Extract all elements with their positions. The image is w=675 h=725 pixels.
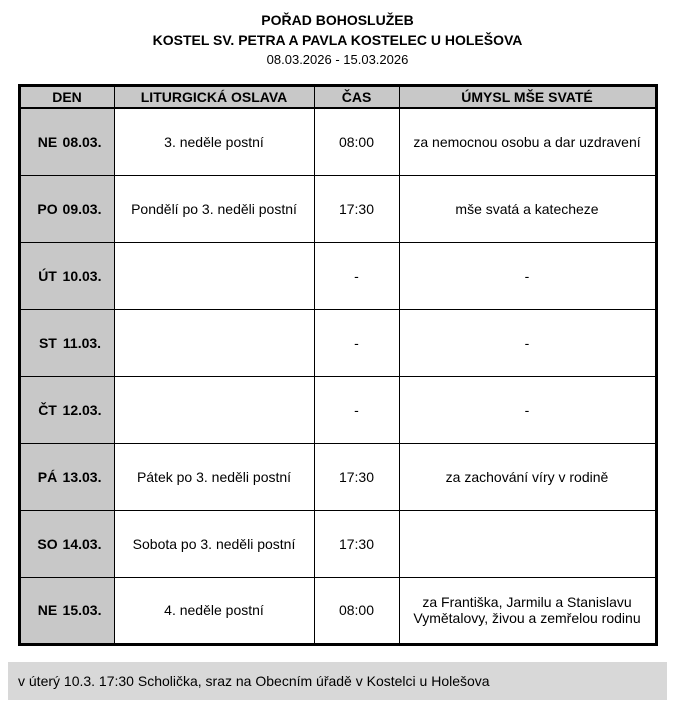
day-cell	[19, 309, 114, 376]
day-abbrev: NE	[37, 602, 58, 618]
intention-cell: za zachování víry v rodině	[399, 443, 656, 510]
column-header-umysl: ÚMYSL MŠE SVATÉ	[399, 86, 656, 109]
time-cell: -	[314, 242, 399, 309]
day-cell	[19, 175, 114, 242]
time-cell: -	[314, 309, 399, 376]
table-row	[19, 376, 656, 443]
table-row	[19, 108, 656, 175]
schedule-table	[18, 84, 658, 646]
time-cell: 17:30	[314, 175, 399, 242]
table-row	[19, 242, 656, 309]
day-cell	[19, 510, 114, 577]
document-header	[0, 0, 675, 70]
date-range: 08.03.2026 - 15.03.2026	[266, 52, 409, 67]
intention-cell	[399, 510, 656, 577]
day-date: 14.03.	[62, 535, 102, 552]
page-title: POŘAD BOHOSLUŽEB	[261, 12, 414, 28]
table-row	[19, 577, 656, 644]
day-cell	[19, 242, 114, 309]
day-date: 08.03.	[62, 133, 102, 150]
celebration-cell	[114, 309, 314, 376]
time-cell: -	[314, 376, 399, 443]
day-abbrev: ÚT	[38, 267, 57, 284]
time-cell: 08:00	[314, 577, 399, 644]
announcement-text: v úterý 10.3. 17:30 Scholička, sraz na Obecním úřadě v Kostelci u Holešova	[18, 672, 490, 689]
table-row	[19, 443, 656, 510]
table-row	[19, 309, 656, 376]
day-abbrev: PO	[37, 200, 58, 217]
day-cell	[19, 443, 114, 510]
day-abbrev: ST	[38, 334, 57, 351]
time-cell: 17:30	[314, 443, 399, 510]
intention-cell: mše svatá a katecheze	[399, 175, 656, 242]
column-header-cas: ČAS	[314, 86, 399, 109]
celebration-cell	[114, 376, 314, 443]
intention-cell: -	[399, 309, 656, 376]
intention-cell: za Františka, Jarmilu a Stanislavu Vymětalovy, živou a zemřelou rodinu	[399, 577, 656, 644]
intention-cell: za nemocnou osobu a dar uzdravení	[399, 108, 656, 175]
day-abbrev: SO	[37, 535, 58, 552]
day-cell	[19, 108, 114, 175]
time-cell: 17:30	[314, 510, 399, 577]
celebration-cell: Pondělí po 3. neděli postní	[114, 175, 314, 242]
day-date: 09.03.	[62, 200, 102, 217]
celebration-cell: 4. neděle postní	[114, 577, 314, 644]
time-cell: 08:00	[314, 108, 399, 175]
day-date: 13.03.	[62, 468, 102, 485]
table-row	[19, 175, 656, 242]
intention-cell: -	[399, 242, 656, 309]
day-date: 12.03.	[62, 401, 102, 418]
church-name: KOSTEL SV. PETRA A PAVLA KOSTELEC U HOLEŠOVA	[152, 32, 523, 48]
day-abbrev: ČT	[38, 401, 57, 418]
column-header-den: DEN	[19, 86, 114, 109]
day-date: 10.03.	[62, 267, 102, 284]
celebration-cell: Sobota po 3. neděli postní	[114, 510, 314, 577]
announcement-bar	[8, 662, 667, 700]
table-header-row	[19, 86, 656, 109]
day-cell	[19, 577, 114, 644]
celebration-cell: Pátek po 3. neděli postní	[114, 443, 314, 510]
column-header-oslava: LITURGICKÁ OSLAVA	[114, 86, 314, 109]
intention-cell: -	[399, 376, 656, 443]
day-date: 11.03.	[62, 334, 102, 351]
table-row	[19, 510, 656, 577]
day-abbrev: PÁ	[37, 468, 58, 485]
day-date: 15.03.	[62, 602, 102, 618]
celebration-cell	[114, 242, 314, 309]
day-cell	[19, 376, 114, 443]
celebration-cell: 3. neděle postní	[114, 108, 314, 175]
day-abbrev: NE	[37, 133, 58, 150]
